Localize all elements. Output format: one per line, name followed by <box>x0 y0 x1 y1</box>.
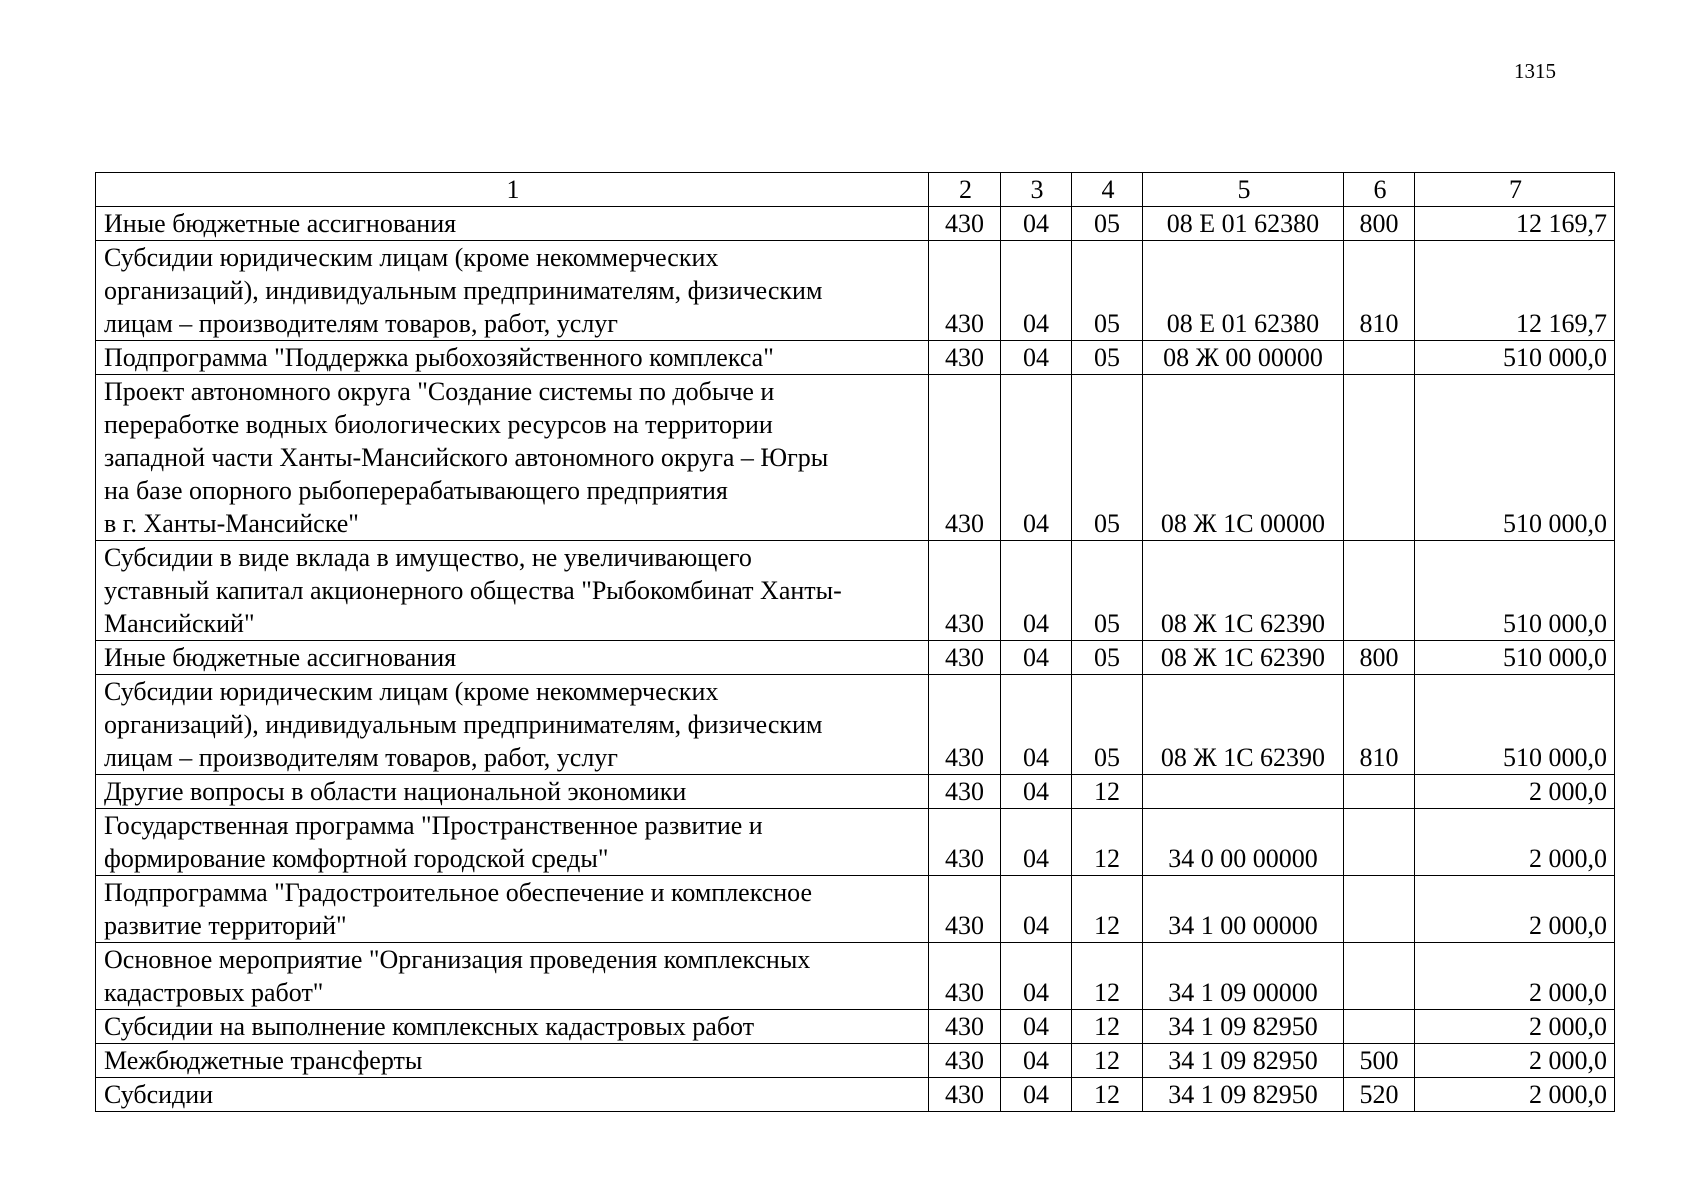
section-code: 04 <box>1001 641 1072 675</box>
description-line: Проект автономного округа "Создание системы по добыче и <box>104 377 775 406</box>
section-code: 04 <box>1001 241 1072 341</box>
description-line: лицам – производителям товаров, работ, услуг <box>104 743 618 772</box>
expense-type-code: 800 <box>1344 207 1415 241</box>
ministry-code: 430 <box>929 641 1001 675</box>
table-row <box>96 1078 1615 1112</box>
amount: 510 000,0 <box>1415 341 1615 375</box>
description-line: западной части Ханты-Мансийского автономного округа – Югры <box>104 443 829 472</box>
description-line: формирование комфортной городской среды" <box>104 844 609 873</box>
subsection-code: 05 <box>1072 641 1143 675</box>
table-row <box>96 876 1615 943</box>
description-line: Межбюджетные трансферты <box>104 1046 423 1075</box>
description-line: Иные бюджетные ассигнования <box>104 643 457 672</box>
table-row <box>96 675 1615 775</box>
section-code: 04 <box>1001 1078 1072 1112</box>
table-row <box>96 341 1615 375</box>
target-article-code: 34 1 09 82950 <box>1143 1010 1344 1044</box>
row-description <box>96 1010 929 1044</box>
expense-type-code <box>1344 809 1415 876</box>
amount: 510 000,0 <box>1415 675 1615 775</box>
description-line: Другие вопросы в области национальной экономики <box>104 777 687 806</box>
header-col-1: 1 <box>96 173 929 207</box>
page-number: 1315 <box>1514 59 1556 83</box>
ministry-code: 430 <box>929 809 1001 876</box>
header-col-4: 4 <box>1072 173 1143 207</box>
header-col-3: 3 <box>1001 173 1072 207</box>
amount: 12 169,7 <box>1415 207 1615 241</box>
expense-type-code <box>1344 876 1415 943</box>
description-line: Субсидии юридическим лицам (кроме некоммерческих <box>104 243 719 272</box>
subsection-code: 05 <box>1072 207 1143 241</box>
amount: 2 000,0 <box>1415 809 1615 876</box>
section-code: 04 <box>1001 809 1072 876</box>
row-description <box>96 1044 929 1078</box>
subsection-code: 12 <box>1072 775 1143 809</box>
amount: 2 000,0 <box>1415 876 1615 943</box>
row-description <box>96 809 929 876</box>
description-line: лицам – производителям товаров, работ, услуг <box>104 309 618 338</box>
header-col-2: 2 <box>929 173 1001 207</box>
row-description <box>96 675 929 775</box>
subsection-code: 05 <box>1072 341 1143 375</box>
section-code: 04 <box>1001 943 1072 1010</box>
target-article-code: 08 Ж 1С 62390 <box>1143 541 1344 641</box>
target-article-code: 34 0 00 00000 <box>1143 809 1344 876</box>
subsection-code: 05 <box>1072 375 1143 541</box>
expense-type-code <box>1344 1010 1415 1044</box>
amount: 2 000,0 <box>1415 1078 1615 1112</box>
row-description <box>96 341 929 375</box>
table-row <box>96 943 1615 1010</box>
ministry-code: 430 <box>929 341 1001 375</box>
section-code: 04 <box>1001 341 1072 375</box>
expense-type-code <box>1344 775 1415 809</box>
header-col-5: 5 <box>1143 173 1344 207</box>
row-description <box>96 541 929 641</box>
description-line: Подпрограмма "Поддержка рыбохозяйственного комплекса" <box>104 343 774 372</box>
row-description <box>96 1078 929 1112</box>
subsection-code: 12 <box>1072 876 1143 943</box>
target-article-code: 08 Ж 1С 62390 <box>1143 641 1344 675</box>
subsection-code: 05 <box>1072 541 1143 641</box>
section-code: 04 <box>1001 1010 1072 1044</box>
expense-type-code: 810 <box>1344 675 1415 775</box>
amount: 510 000,0 <box>1415 641 1615 675</box>
amount: 2 000,0 <box>1415 943 1615 1010</box>
description-line: организаций), индивидуальным предпринимателям, физическим <box>104 276 823 305</box>
amount: 510 000,0 <box>1415 541 1615 641</box>
description-line: переработке водных биологических ресурсов на территории <box>104 410 773 439</box>
amount: 510 000,0 <box>1415 375 1615 541</box>
table-row <box>96 375 1615 541</box>
ministry-code: 430 <box>929 1078 1001 1112</box>
ministry-code: 430 <box>929 775 1001 809</box>
table-row <box>96 809 1615 876</box>
description-line: Субсидии на выполнение комплексных кадастровых работ <box>104 1012 755 1041</box>
subsection-code: 12 <box>1072 809 1143 876</box>
ministry-code: 430 <box>929 207 1001 241</box>
header-col-7: 7 <box>1415 173 1615 207</box>
subsection-code: 05 <box>1072 675 1143 775</box>
table-row <box>96 541 1615 641</box>
row-description <box>96 943 929 1010</box>
target-article-code: 08 Ж 1С 00000 <box>1143 375 1344 541</box>
row-description <box>96 241 929 341</box>
description-line: Мансийский" <box>104 609 255 638</box>
table-row <box>96 241 1615 341</box>
ministry-code: 430 <box>929 241 1001 341</box>
section-code: 04 <box>1001 1044 1072 1078</box>
target-article-code: 08 Е 01 62380 <box>1143 241 1344 341</box>
budget-table <box>95 172 1615 1112</box>
description-line: Государственная программа "Пространственное развитие и <box>104 811 763 840</box>
expense-type-code <box>1344 375 1415 541</box>
section-code: 04 <box>1001 541 1072 641</box>
row-description <box>96 207 929 241</box>
table-row <box>96 1010 1615 1044</box>
target-article-code: 34 1 09 82950 <box>1143 1044 1344 1078</box>
table-row <box>96 1044 1615 1078</box>
subsection-code: 12 <box>1072 1044 1143 1078</box>
description-line: развитие территорий" <box>104 911 347 940</box>
amount: 2 000,0 <box>1415 775 1615 809</box>
subsection-code: 12 <box>1072 1078 1143 1112</box>
table-row <box>96 641 1615 675</box>
description-line: в г. Ханты-Мансийске" <box>104 509 359 538</box>
row-description <box>96 641 929 675</box>
expense-type-code: 500 <box>1344 1044 1415 1078</box>
section-code: 04 <box>1001 675 1072 775</box>
section-code: 04 <box>1001 207 1072 241</box>
ministry-code: 430 <box>929 541 1001 641</box>
expense-type-code <box>1344 341 1415 375</box>
subsection-code: 05 <box>1072 241 1143 341</box>
target-article-code: 08 Е 01 62380 <box>1143 207 1344 241</box>
target-article-code: 08 Ж 1С 62390 <box>1143 675 1344 775</box>
description-line: кадастровых работ" <box>104 978 324 1007</box>
section-code: 04 <box>1001 775 1072 809</box>
description-line: организаций), индивидуальным предпринимателям, физическим <box>104 710 823 739</box>
ministry-code: 430 <box>929 375 1001 541</box>
row-description <box>96 876 929 943</box>
header-row <box>96 173 1615 207</box>
expense-type-code: 810 <box>1344 241 1415 341</box>
expense-type-code: 520 <box>1344 1078 1415 1112</box>
description-line: уставный капитал акционерного общества "Рыбокомбинат Ханты- <box>104 576 842 605</box>
description-line: Иные бюджетные ассигнования <box>104 209 457 238</box>
expense-type-code <box>1344 943 1415 1010</box>
header-col-6: 6 <box>1344 173 1415 207</box>
ministry-code: 430 <box>929 1010 1001 1044</box>
amount: 2 000,0 <box>1415 1044 1615 1078</box>
ministry-code: 430 <box>929 675 1001 775</box>
amount: 12 169,7 <box>1415 241 1615 341</box>
target-article-code: 34 1 09 82950 <box>1143 1078 1344 1112</box>
description-line: на базе опорного рыбоперерабатывающего предприятия <box>104 476 728 505</box>
amount: 2 000,0 <box>1415 1010 1615 1044</box>
target-article-code: 34 1 00 00000 <box>1143 876 1344 943</box>
ministry-code: 430 <box>929 943 1001 1010</box>
target-article-code: 08 Ж 00 00000 <box>1143 341 1344 375</box>
row-description <box>96 775 929 809</box>
description-line: Субсидии <box>104 1080 214 1109</box>
row-description <box>96 375 929 541</box>
section-code: 04 <box>1001 375 1072 541</box>
ministry-code: 430 <box>929 1044 1001 1078</box>
description-line: Субсидии в виде вклада в имущество, не увеличивающего <box>104 543 752 572</box>
expense-type-code: 800 <box>1344 641 1415 675</box>
description-line: Подпрограмма "Градостроительное обеспечение и комплексное <box>104 878 813 907</box>
table-row <box>96 207 1615 241</box>
subsection-code: 12 <box>1072 943 1143 1010</box>
expense-type-code <box>1344 541 1415 641</box>
ministry-code: 430 <box>929 876 1001 943</box>
target-article-code <box>1143 775 1344 809</box>
target-article-code: 34 1 09 00000 <box>1143 943 1344 1010</box>
table-row <box>96 775 1615 809</box>
section-code: 04 <box>1001 876 1072 943</box>
description-line: Основное мероприятие "Организация проведения комплексных <box>104 945 811 974</box>
subsection-code: 12 <box>1072 1010 1143 1044</box>
description-line: Субсидии юридическим лицам (кроме некоммерческих <box>104 677 719 706</box>
